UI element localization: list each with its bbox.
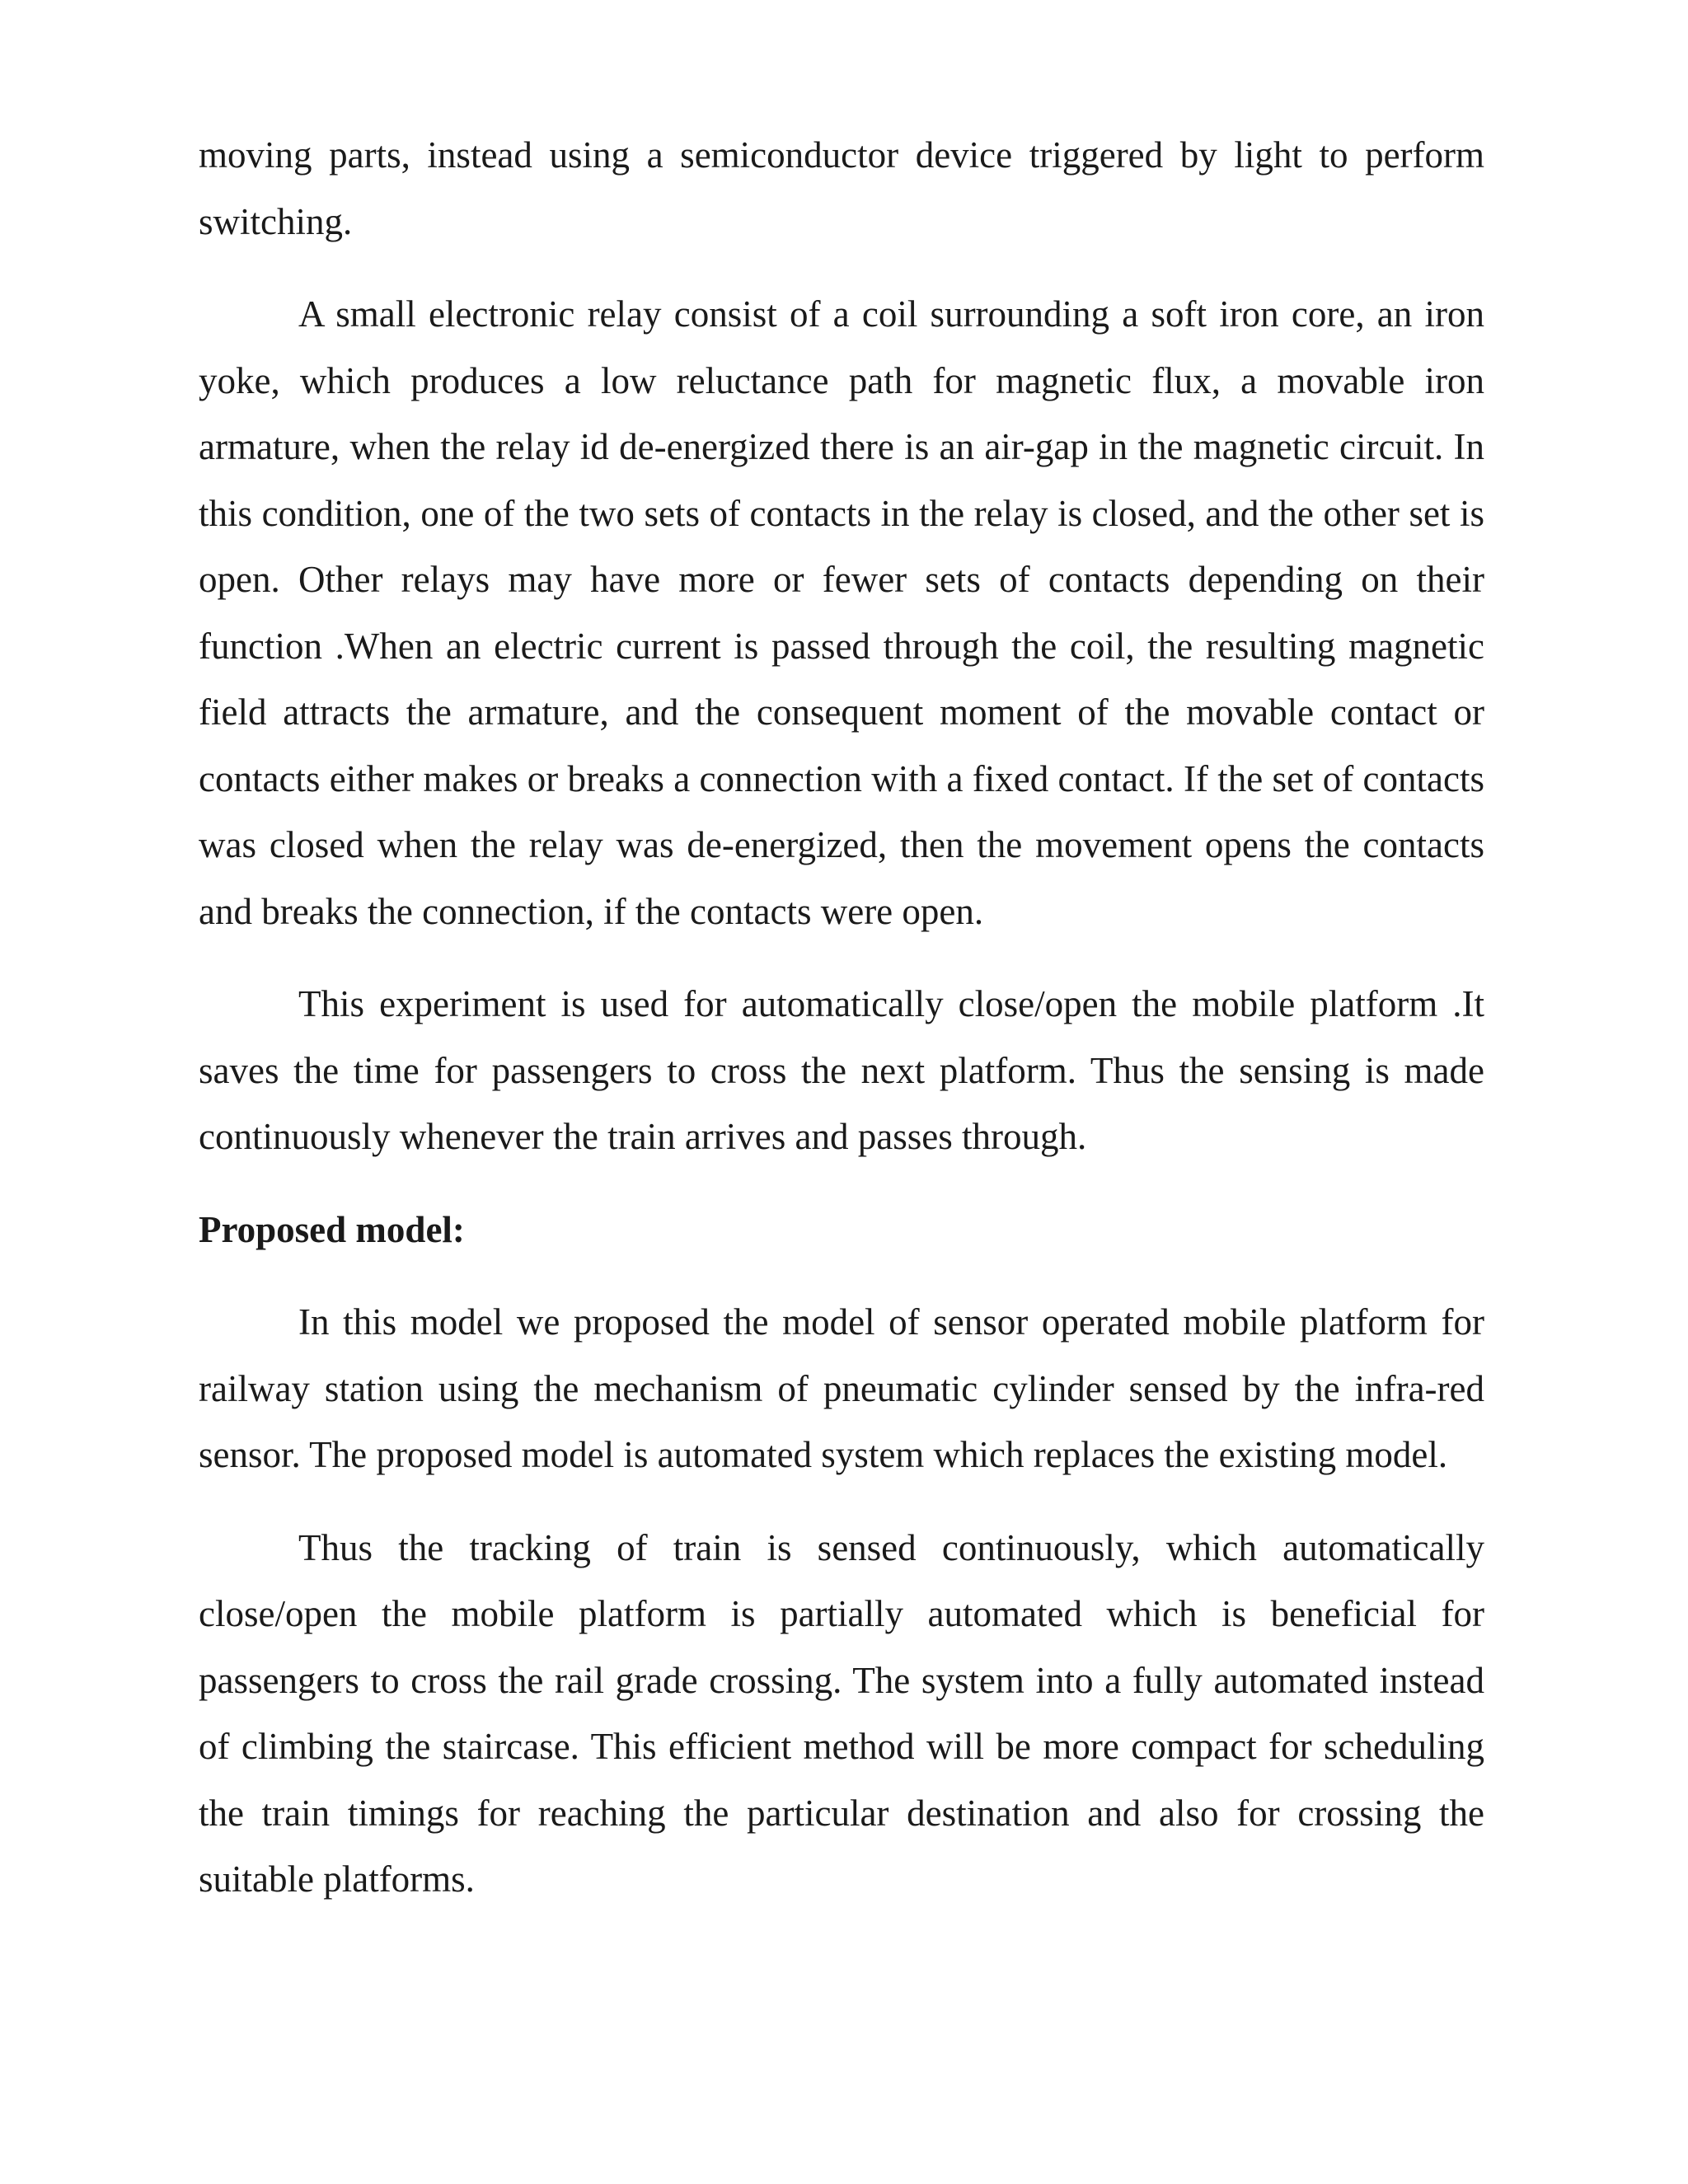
document-body xyxy=(199,122,1484,1939)
paragraph-experiment-purpose: This experiment is used for automatically close/open the mobile platform .It saves the time for passengers to cross the next platform. Thus the sensing is made continuously whenever the train arrives and passes through. xyxy=(199,983,1484,1157)
paragraph-continuation: moving parts, instead using a semiconductor device triggered by light to perform switching. xyxy=(199,134,1484,242)
paragraph-tracking: Thus the tracking of train is sensed continuously, which automatically close/open the mobile platform is partially automated which is beneficial for passengers to cross the rail grade crossing. The system into a fully automated instead of climbing the staircase. This efficient method will be more compact for scheduling the train timings for reaching the particular destination and also for crossing the suitable platforms. xyxy=(199,1526,1484,1900)
paragraph-relay-description: A small electronic relay consist of a coil surrounding a soft iron core, an iron yoke, which produces a low reluctance path for magnetic flux, a movable iron armature, when the relay id de-energized there is an air-gap in the magnetic circuit. In this condition, one of the two sets of contacts in the relay is closed, and the other set is open. Other relays may have more or fewer sets of contacts depending on their function .When an electric current is passed through the coil, the resulting magnetic field attracts the armature, and the consequent moment of the movable contact or contacts either makes or breaks a connection with a fixed contact. If the set of contacts was closed when the relay was de-energized, then the movement opens the contacts and breaks the connection, if the contacts were open. xyxy=(199,293,1484,932)
section-heading: Proposed model: xyxy=(199,1208,465,1250)
paragraph-proposed-model: In this model we proposed the model of sensor operated mobile platform for railway station using the mechanism of pneumatic cylinder sensed by the infra-red sensor. The proposed model is automated system which replaces the existing model. xyxy=(199,1301,1484,1475)
